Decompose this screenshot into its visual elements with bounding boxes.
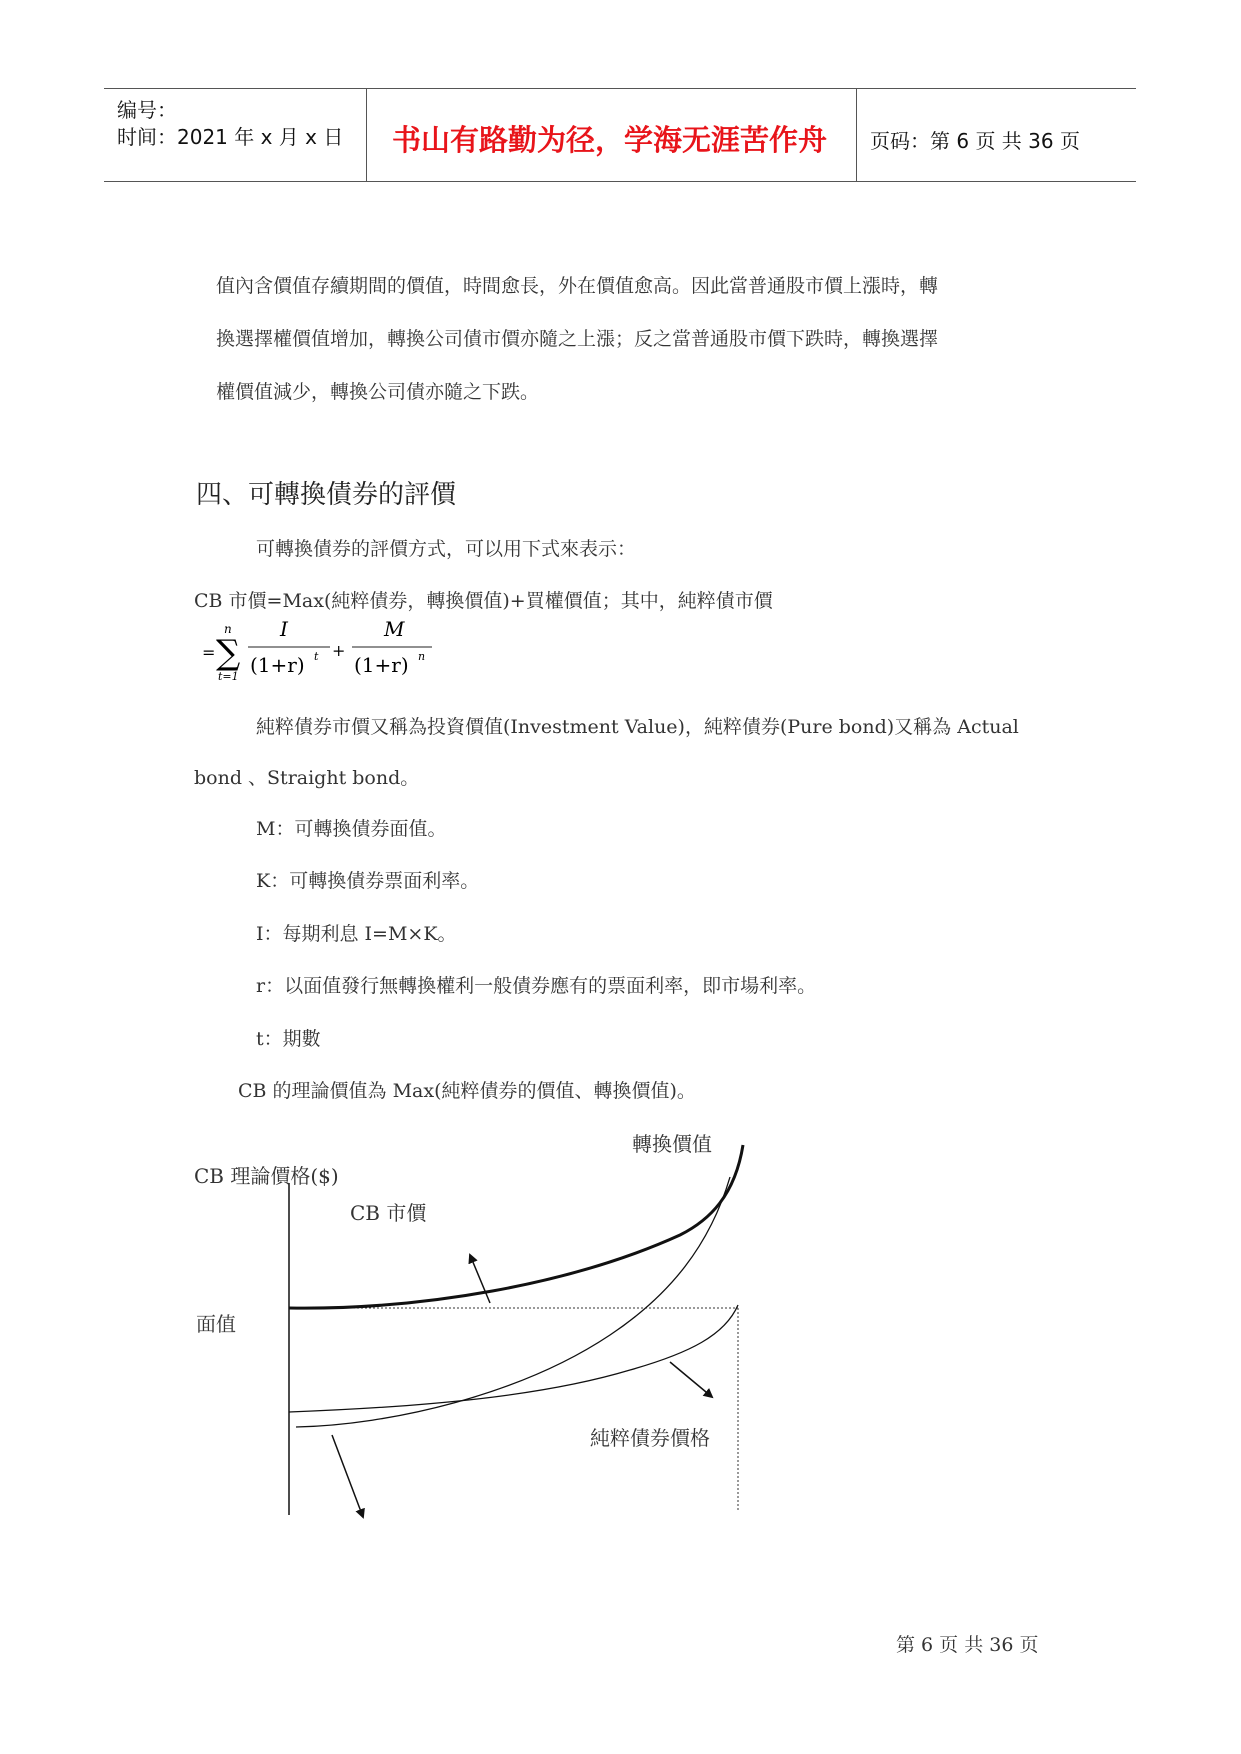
header-number-label: 编号： [117,98,177,122]
formula-graphic [196,616,456,686]
label-pure-bond-price: 純粹債券價格 [590,1426,710,1450]
header-top-rule [104,88,1136,89]
label-face-value: 面值 [196,1312,236,1336]
pure-bond-price-curve [289,1305,738,1412]
exponent-t: t [314,650,319,663]
numerator-M: M [384,617,405,641]
note-line: bond 、Straight bond。 [194,767,420,789]
section-title: 四、可轉換債券的評價 [196,480,457,510]
note-line: 純粹債券市價又稱為投資價值(Investment Value)，純粹債券(Pure bond)又稱為 Actual [256,716,1019,738]
header-page-label: 页码：第 6 页 共 36 页 [870,129,1080,153]
sum-lower-limit: t=1 [218,670,239,683]
formula-equals: = [202,643,216,662]
cb-market-price-curve [289,1145,743,1308]
bond-price-formula [196,616,456,686]
formula-line: CB 市價=Max(純粹債券，轉換價值)+買權價值；其中，純粹債市價 [194,590,773,612]
paragraph-line: 換選擇權價值增加，轉換公司債市價亦隨之上漲；反之當普通股市價下跌時，轉換選擇 [216,328,939,350]
paragraph-line: 值內含價值存續期間的價值，時間愈長，外在價值愈高。因此當普通股市價上漲時，轉 [216,275,939,297]
paragraph-line: 權價值減少，轉換公司債亦隨之下跌。 [216,381,540,403]
arrow-to-conversion [332,1435,363,1517]
header-bottom-rule [104,181,1136,182]
definition-M: M：可轉換債券面值。 [256,818,447,840]
exponent-n: n [418,650,426,663]
footer-page-number: 第 6 页 共 36 页 [896,1634,1039,1656]
denominator-1: (1+r) [250,653,305,677]
denominator-2: (1+r) [354,653,409,677]
formula-plus: + [332,641,346,660]
definition-K: K：可轉換債券票面利率。 [256,870,480,892]
theory-statement: CB 的理論價值為 Max(純粹債券的價值、轉換價值)。 [238,1080,696,1102]
header-divider-right [856,88,857,181]
label-y-axis: CB 理論價格($) [194,1164,339,1188]
intro-text: 可轉換債券的評價方式，可以用下式來表示： [256,538,637,560]
definition-r: r：以面值發行無轉換權利一般債券應有的票面利率，即市場利率。 [256,975,817,997]
sum-upper-limit: n [224,622,232,636]
arrow-to-pure-bond [670,1362,712,1397]
label-cb-market-price: CB 市價 [350,1201,427,1225]
numerator-I: I [280,617,288,641]
header-divider-left [366,88,367,181]
label-conversion-value: 轉換價值 [632,1132,712,1156]
definition-t: t：期數 [256,1028,321,1050]
header-motto: 书山有路勤为径，学海无涯苦作舟 [392,123,828,157]
header-time-label: 时间：2021 年 x 月 x 日 [117,125,344,149]
sum-sign: ∑ [216,633,241,673]
definition-I: I：每期利息 I=M×K。 [256,923,457,945]
